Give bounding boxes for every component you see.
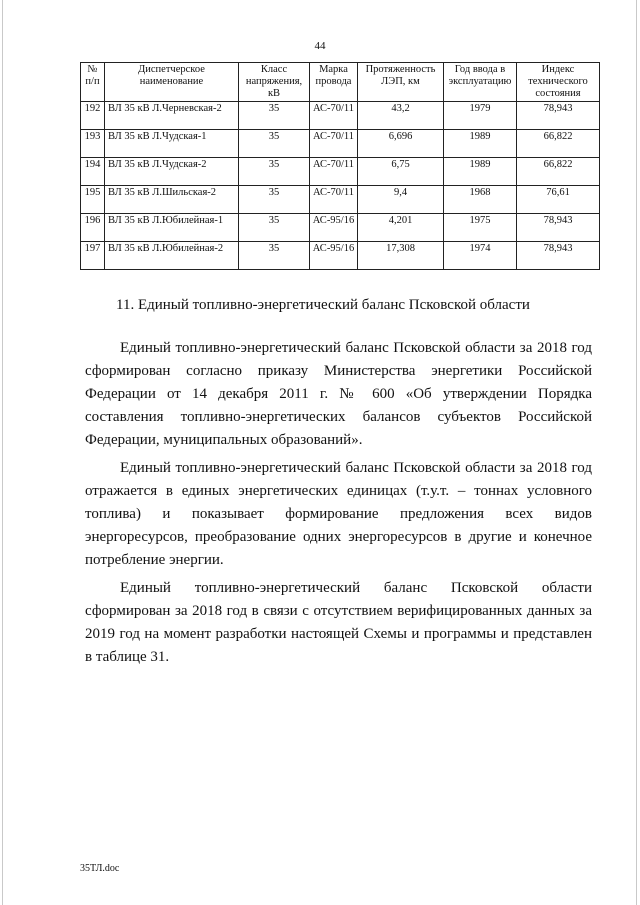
cell-voltage: 35 bbox=[239, 102, 310, 130]
cell-voltage: 35 bbox=[239, 186, 310, 214]
cell-voltage: 35 bbox=[239, 130, 310, 158]
cell-year: 1968 bbox=[444, 186, 517, 214]
page-right-edge bbox=[636, 0, 637, 905]
page-number: 44 bbox=[314, 40, 326, 52]
cell-name: ВЛ 35 кВ Л.Юбилейная-1 bbox=[105, 214, 239, 242]
table-row bbox=[81, 186, 600, 214]
table-row bbox=[81, 242, 600, 270]
cell-number: 195 bbox=[81, 186, 105, 214]
cell-index: 78,943 bbox=[517, 242, 600, 270]
header-voltage-class: Класс напряжения, кВ bbox=[239, 63, 310, 102]
cell-index: 78,943 bbox=[517, 102, 600, 130]
cell-wire: АС-70/11 bbox=[310, 130, 358, 158]
page-left-edge bbox=[2, 0, 3, 905]
header-commission-year: Год ввода в эксплуатацию bbox=[444, 63, 517, 102]
cell-index: 66,822 bbox=[517, 158, 600, 186]
table-row bbox=[81, 102, 600, 130]
section-body bbox=[85, 337, 592, 674]
cell-year: 1974 bbox=[444, 242, 517, 270]
cell-length: 9,4 bbox=[358, 186, 444, 214]
cell-voltage: 35 bbox=[239, 242, 310, 270]
power-lines-table bbox=[80, 62, 600, 270]
paragraph: Единый топливно-энергетический баланс Псковской области сформирован за 2018 год в связи с отсутствием верифицированных данных за 2019 год на момент разработки настоящей Схемы и программы и представлен в таблице 31. bbox=[85, 580, 592, 665]
cell-number: 197 bbox=[81, 242, 105, 270]
cell-voltage: 35 bbox=[239, 214, 310, 242]
cell-length: 6,696 bbox=[358, 130, 444, 158]
table-row bbox=[81, 130, 600, 158]
cell-index: 66,822 bbox=[517, 130, 600, 158]
cell-index: 78,943 bbox=[517, 214, 600, 242]
header-condition-index: Индекс технического состояния bbox=[517, 63, 600, 102]
cell-wire: АС-70/11 bbox=[310, 158, 358, 186]
cell-wire: АС-95/16 bbox=[310, 214, 358, 242]
table-row bbox=[81, 158, 600, 186]
cell-name: ВЛ 35 кВ Л.Чудская-2 bbox=[105, 158, 239, 186]
cell-length: 4,201 bbox=[358, 214, 444, 242]
header-dispatch-name: Диспетчерское наименование bbox=[105, 63, 239, 102]
table-header-row bbox=[81, 63, 600, 102]
header-number: № п/п bbox=[81, 63, 105, 102]
cell-number: 192 bbox=[81, 102, 105, 130]
cell-length: 17,308 bbox=[358, 242, 444, 270]
cell-index: 76,61 bbox=[517, 186, 600, 214]
cell-name: ВЛ 35 кВ Л.Шильская-2 bbox=[105, 186, 239, 214]
header-wire-brand: Марка провода bbox=[310, 63, 358, 102]
footer-filename: 35ТЛ.doc bbox=[80, 863, 120, 874]
cell-wire: АС-70/11 bbox=[310, 102, 358, 130]
cell-wire: АС-70/11 bbox=[310, 186, 358, 214]
cell-year: 1989 bbox=[444, 130, 517, 158]
paragraph: Единый топливно-энергетический баланс Псковской области за 2018 год сформирован согласно приказу Министерства энергетики Российской Федерации от 14 декабря 2011 г. № 600 «Об утверждении Порядка составления топливно-энергетических балансов субъектов Российской Федерации, муниципальных образований». bbox=[85, 340, 592, 448]
cell-name: ВЛ 35 кВ Л.Юбилейная-2 bbox=[105, 242, 239, 270]
paragraph: Единый топливно-энергетический баланс Псковской области за 2018 год отражается в единых энергетических единицах (т.у.т. – тоннах условного топлива) и показывает формирование предложения всех видов энергоресурсов, преобразование одних энергоресурсов в другие и конечное потребление энергии. bbox=[85, 460, 592, 568]
cell-year: 1975 bbox=[444, 214, 517, 242]
cell-year: 1979 bbox=[444, 102, 517, 130]
cell-number: 196 bbox=[81, 214, 105, 242]
cell-number: 193 bbox=[81, 130, 105, 158]
cell-name: ВЛ 35 кВ Л.Черневская-2 bbox=[105, 102, 239, 130]
cell-year: 1989 bbox=[444, 158, 517, 186]
section-heading: 11. Единый топливно-энергетический баланс Псковской области bbox=[116, 297, 530, 313]
table-row bbox=[81, 214, 600, 242]
cell-number: 194 bbox=[81, 158, 105, 186]
cell-name: ВЛ 35 кВ Л.Чудская-1 bbox=[105, 130, 239, 158]
header-line-length: Протяженность ЛЭП, км bbox=[358, 63, 444, 102]
cell-voltage: 35 bbox=[239, 158, 310, 186]
cell-length: 6,75 bbox=[358, 158, 444, 186]
cell-length: 43,2 bbox=[358, 102, 444, 130]
cell-wire: АС-95/16 bbox=[310, 242, 358, 270]
